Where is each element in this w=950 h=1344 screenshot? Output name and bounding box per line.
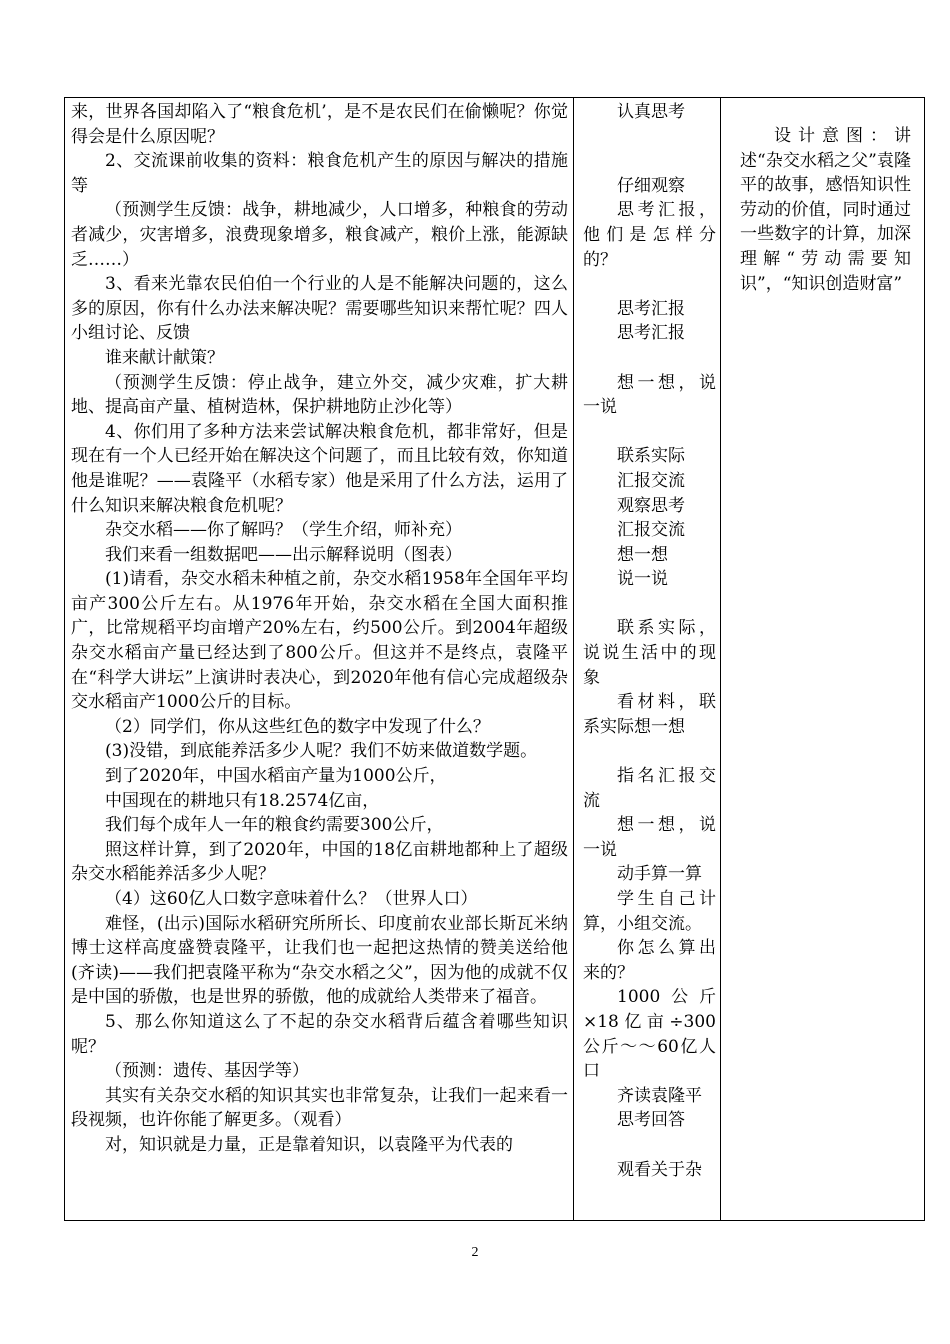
table-row (65, 98, 925, 1221)
paragraph: 5、那么你知道这么了不起的杂交水稻背后蕴含着哪些知识呢？ (71, 1011, 568, 1057)
student-activity: 看材料，联系实际想一想 (583, 692, 716, 737)
student-activity: 思考回答 (617, 1110, 685, 1131)
paragraph: 来，世界各国却陷入了“粮食危机’，是不是农民们在偷懒呢？你觉得会是什么原因呢？ (71, 102, 568, 147)
paragraph: （预测学生反馈：战争，耕地减少，人口增多，种粮食的劳动者减少，灾害增多，浪费现象增多，粮食减产，粮价上涨，能源缺乏……） (71, 200, 568, 270)
paragraph: 2、交流课前收集的资料：粮食危机产生的原因与解决的措施等 (71, 151, 568, 196)
student-activity: 仔细观察 (617, 175, 685, 196)
student-activity: 指名汇报交流 (583, 766, 716, 811)
student-activity: 想一想，说一说 (583, 372, 716, 418)
student-activity: 1000公斤×18亿亩÷300公斤～～60亿人口 (583, 987, 716, 1082)
student-activity-cell (574, 98, 721, 1221)
student-activity: 说一说 (617, 569, 668, 590)
student-activity: 思考汇报，他们是怎样分的？ (583, 200, 716, 270)
student-activity: 汇报交流 (617, 520, 685, 541)
paragraph: 到了2020年，中国水稻亩产量为1000公斤， (105, 766, 447, 787)
paragraph: 杂交水稻——你了解吗？（学生介绍，师补充） (105, 520, 462, 541)
paragraph: 3、看来光靠农民伯伯一个行业的人是不能解决问题的，这么多的原因，你有什么办法来解决呢？需要哪些知识来帮忙呢？四人小组讨论、反馈 (71, 274, 568, 344)
student-activity: 齐读袁隆平 (617, 1085, 702, 1106)
paragraph: (1)请看，杂交水稻未种植之前，杂交水稻1958年全国年平均亩产300公斤左右。从1976年开始，杂交水稻在全国大面积推广，比常规稻平均亩增产20%左右，约500公斤。到2004年超级杂交水稻亩产量已经达到了800公斤。但这并不是终点，袁隆平在“科学大讲坛”上演讲时表决心，到2020年他有信心完成超级杂交水稻亩产1000公斤的目标。 (71, 569, 568, 713)
lesson-plan-table (64, 97, 925, 1221)
paragraph: （预测：遗传、基因学等） (105, 1061, 309, 1082)
paragraph: 4、你们用了多种方法来尝试解决粮食危机，都非常好，但是现在有一个人已经开始在解决这个问题了，而且比较有效，你知道他是谁呢？——袁隆平（水稻专家）他是采用了什么方法，运用了什么知识来解决粮食危机呢？ (71, 421, 568, 516)
student-activity: 联系实际 (617, 446, 685, 467)
paragraph: 其实有关杂交水稻的知识其实也非常复杂，让我们一起来看一段视频，也许你能了解更多。（观看） (71, 1085, 568, 1131)
paragraph: （4）这60亿人口数字意味着什么？（世界人口） (105, 889, 478, 909)
student-activity: 观察思考 (617, 495, 685, 516)
paragraph: （2）同学们，你从这些红色的数字中发现了什么？ (105, 716, 490, 737)
paragraph: 照这样计算，到了2020年，中国的18亿亩耕地都种上了超级杂交水稻能养活多少人呢？ (71, 839, 568, 885)
student-activity: 联系实际，说说生活中的现象 (583, 618, 716, 688)
student-activity: 观看关于杂 (617, 1159, 702, 1180)
student-activity: 认真思考 (617, 102, 685, 122)
student-activity: 汇报交流 (617, 470, 685, 491)
student-activity: 思考汇报 (617, 323, 685, 344)
paragraph: (3)没错，到底能养活多少人呢？我们不妨来做道数学题。 (105, 741, 538, 762)
design-intent-text: 设计意图：讲述“杂交水稻之父”袁隆平的故事，感悟知识性劳动的价值，同时通过一些数字的计算，加深理解“劳动需要知识”，“知识创造财富” (740, 126, 911, 294)
student-activity: 你怎么算出来的？ (583, 938, 716, 983)
page-number: 2 (471, 1245, 479, 1260)
paragraph: 我们来看一组数据吧——出示解释说明（图表） (105, 544, 462, 565)
paragraph: 谁来献计献策？ (105, 347, 224, 368)
paragraph: 难怪，(出示)国际水稻研究所所长、印度前农业部长斯瓦米纳博士这样高度盛赞袁隆平，让我们也一起把这热情的赞美送给他(齐读)——我们把袁隆平称为“杂交水稻之父”，因为他的成就不仅是中国的骄傲，也是世界的骄傲，他的成就给人类带来了福音。 (71, 913, 568, 1008)
paragraph: （预测学生反馈：停止战争，建立外交，减少灾难，扩大耕地、提高亩产量、植树造林，保护耕地防止沙化等） (71, 372, 568, 418)
paragraph: 我们每个成年人一年的粮食约需要300公斤， (105, 815, 444, 836)
design-intent-cell (721, 98, 925, 1221)
student-activity: 想一想，说一说 (583, 815, 716, 860)
paragraph: 中国现在的耕地只有18.2574亿亩， (105, 790, 380, 811)
student-activity: 动手算一算 (617, 864, 702, 885)
student-activity: 想一想 (617, 544, 668, 565)
student-activity: 学生自己计算，小组交流。 (583, 889, 716, 934)
teaching-process-cell (65, 98, 574, 1221)
student-activity: 思考汇报 (617, 298, 685, 319)
paragraph: 对，知识就是力量，正是靠着知识，以袁隆平为代表的 (105, 1134, 513, 1155)
